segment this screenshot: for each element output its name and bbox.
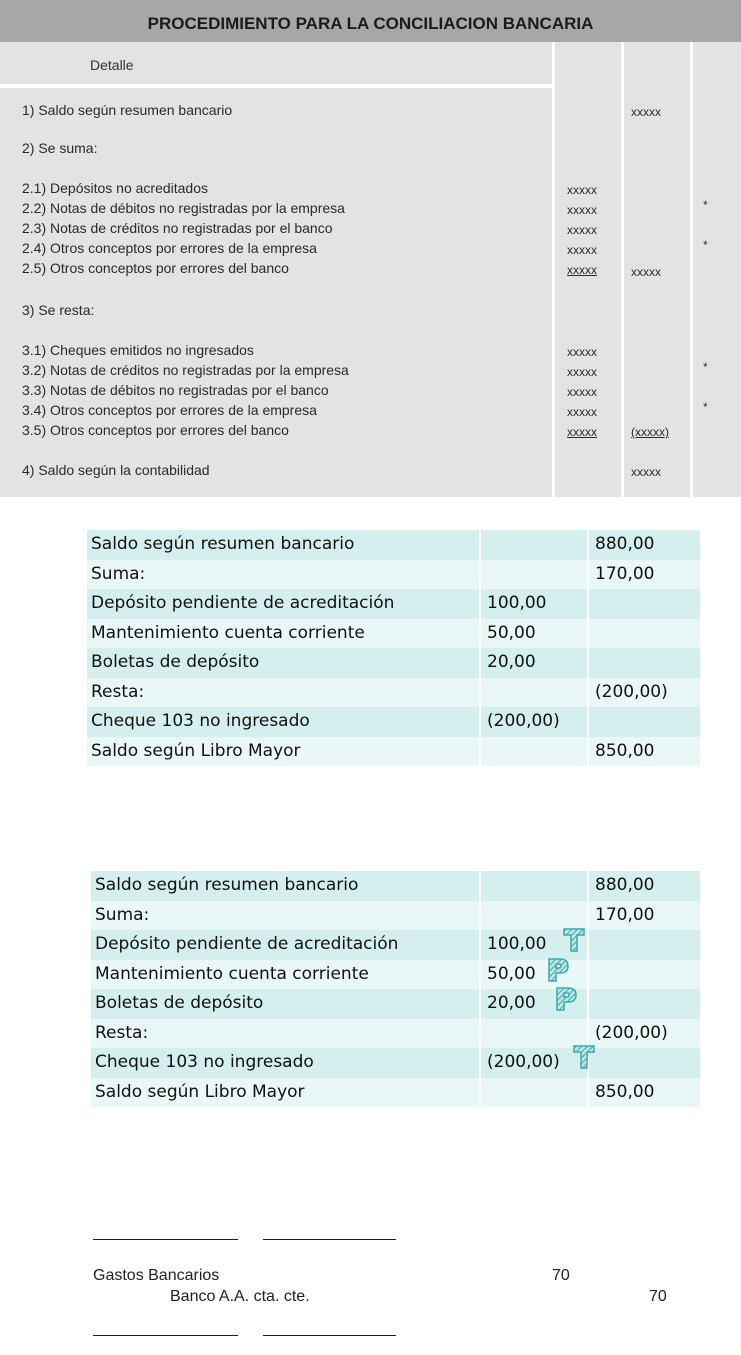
column-divider [479,619,481,649]
procedure-line-subamount: xxxxx [567,203,597,217]
row-middle-amount: (200,00) [487,711,560,731]
row-middle-amount: 20,00 [487,993,536,1013]
row-label: Saldo según Libro Mayor [91,740,301,761]
row-label: Mantenimiento cuenta corriente [91,622,365,643]
column-divider [479,589,481,619]
procedure-line-label: 2.2) Notas de débitos no registradas por la empresa [22,200,345,216]
asterisk-mark: * [703,198,708,212]
asterisk-mark: * [703,238,708,252]
procedure-table [0,0,741,497]
annotated-conciliation-table [91,871,700,1107]
procedure-line-subamount: xxxxx [567,365,597,379]
asterisk-mark: * [703,400,708,414]
row-right-amount: 170,00 [595,563,655,584]
row-right-amount: 170,00 [595,904,655,925]
procedure-line-subamount: xxxxx [567,345,597,359]
column-divider [587,589,589,619]
row-label: Depósito pendiente de acreditación [91,593,395,613]
procedure-line-subamount: xxxxx [567,263,597,277]
row-label: Suma: [95,904,150,925]
row-label: Depósito pendiente de acreditación [95,934,399,954]
table-row [91,930,700,960]
column-divider [587,960,589,990]
column-divider [587,707,589,737]
column-divider [587,530,589,560]
credit-account: Banco A.A. cta. cte. [170,1288,310,1305]
row-right-amount: 850,00 [595,1081,655,1102]
procedure-line-subamount: xxxxx [567,223,597,237]
table-row [87,737,700,767]
table-row [91,1078,700,1108]
check-mark-t-icon [562,927,586,953]
procedure-line-label: 3.3) Notas de débitos no registradas por el banco [22,382,329,398]
row-label: Cheque 103 no ingresado [95,1052,314,1072]
column-divider [479,1019,481,1049]
table-row [87,707,700,737]
procedure-line-amount: xxxxx [631,105,661,119]
table-row [91,960,700,990]
column-divider [587,737,589,767]
column-divider [479,1048,481,1078]
procedure-line-subamount: xxxxx [567,385,597,399]
procedure-line-label: 3.5) Otros conceptos por errores del banco [22,422,289,438]
row-label: Resta: [95,1022,149,1043]
check-mark-p-icon [554,986,578,1012]
table-row [87,589,700,619]
row-right-amount: (200,00) [595,681,668,702]
table-row [91,1019,700,1049]
table-row [87,530,700,560]
conciliation-table [87,530,700,766]
row-label: Cheque 103 no ingresado [91,711,310,731]
debit-amount: 70 [552,1267,570,1284]
row-right-amount: (200,00) [595,1022,668,1043]
entry-separator [263,1335,396,1336]
row-label: Suma: [91,563,146,584]
row-label: Boletas de depósito [95,993,264,1013]
column-divider [587,560,589,590]
column-divider [479,530,481,560]
procedure-title: PROCEDIMIENTO PARA LA CONCILIACION BANCARIA [0,0,741,42]
procedure-line-label: 3.4) Otros conceptos por errores de la empresa [22,402,317,418]
row-middle-amount: 50,00 [487,622,536,643]
table-row [87,560,700,590]
column-divider [552,42,555,497]
column-divider [587,930,589,960]
row-middle-amount: 100,00 [487,593,547,613]
procedure-line-label: 3.2) Notas de créditos no registradas por la empresa [22,362,349,378]
column-divider [587,648,589,678]
procedure-line-label: 1) Saldo según resumen bancario [22,102,233,118]
procedure-line-subamount: xxxxx [567,243,597,257]
column-divider [587,989,589,1019]
table-row [87,619,700,649]
row-middle-amount: 100,00 [487,934,547,954]
column-divider [479,960,481,990]
table-row [91,901,700,931]
table-row [91,989,700,1019]
procedure-line-subamount: xxxxx [567,183,597,197]
row-label: Saldo según resumen bancario [91,534,355,554]
row-label: Saldo según Libro Mayor [95,1081,305,1102]
column-divider [479,560,481,590]
row-label: Saldo según resumen bancario [95,875,359,895]
column-divider [479,678,481,708]
check-mark-t-icon [572,1044,596,1070]
column-divider [479,648,481,678]
row-label: Mantenimiento cuenta corriente [95,963,369,984]
table-row [87,678,700,708]
procedure-line-amount: xxxxx [631,465,661,479]
column-divider [479,1078,481,1108]
column-divider [587,619,589,649]
column-divider [587,1078,589,1108]
row-right-amount: 880,00 [595,875,655,895]
column-divider [479,707,481,737]
column-divider [479,737,481,767]
procedure-line-amount: xxxxx [631,265,661,279]
asterisk-mark: * [703,360,708,374]
procedure-line-subamount: xxxxx [567,425,597,439]
entry-separator [93,1239,238,1240]
table-row [91,1048,700,1078]
column-divider [690,42,693,497]
row-right-amount: 880,00 [595,534,655,554]
credit-amount: 70 [649,1288,667,1305]
table-row [91,871,700,901]
procedure-line-label: 2.4) Otros conceptos por errores de la empresa [22,240,317,256]
procedure-line-amount: (xxxxx) [631,425,669,439]
procedure-line-label: 2.5) Otros conceptos por errores del banco [22,260,289,276]
procedure-line-label: 3) Se resta: [22,302,95,318]
column-divider [621,42,624,497]
column-divider [479,930,481,960]
row-label: Boletas de depósito [91,652,260,672]
column-divider [587,871,589,901]
detail-header: Detalle [90,57,134,73]
entry-separator [263,1239,396,1240]
entry-separator [93,1335,238,1336]
row-middle-amount: 50,00 [487,963,536,984]
procedure-line-label: 3.1) Cheques emitidos no ingresados [22,342,254,358]
column-divider [587,678,589,708]
debit-account: Gastos Bancarios [93,1267,220,1284]
procedure-line-label: 2.3) Notas de créditos no registradas por el banco [22,220,333,236]
header-divider [0,84,552,88]
row-label: Resta: [91,681,145,702]
column-divider [479,871,481,901]
column-divider [479,901,481,931]
procedure-line-label: 2.1) Depósitos no acreditados [22,180,208,196]
procedure-line-label: 2) Se suma: [22,140,98,156]
row-right-amount: 850,00 [595,740,655,761]
table-row [87,648,700,678]
row-middle-amount: (200,00) [487,1052,560,1072]
procedure-line-label: 4) Saldo según la contabilidad [22,462,210,478]
procedure-line-subamount: xxxxx [567,405,597,419]
column-divider [479,989,481,1019]
check-mark-p-icon [546,957,570,983]
row-middle-amount: 20,00 [487,652,536,672]
column-divider [587,901,589,931]
